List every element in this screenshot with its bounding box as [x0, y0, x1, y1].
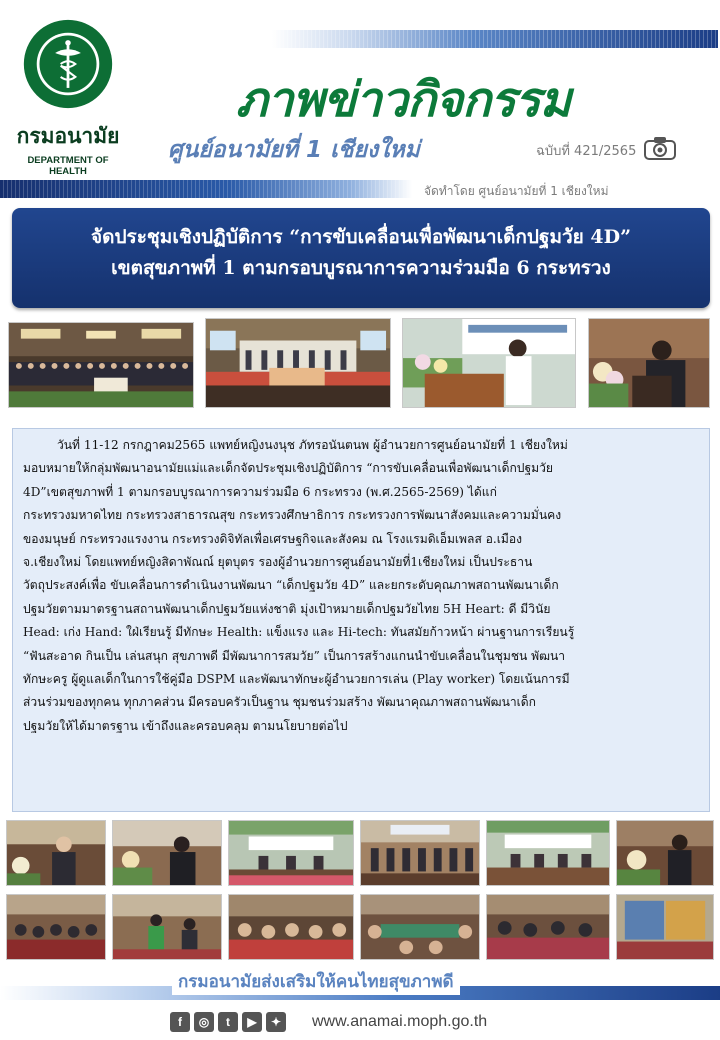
header-stripe-middle: [0, 180, 412, 198]
department-logo: [12, 18, 124, 177]
ministry-seal-icon: [22, 18, 114, 110]
line-icon[interactable]: ◎: [194, 1012, 214, 1032]
article-line: กระทรวงมหาดไทย กระทรวงสาธารณสุข กระทรวงศึกษาธิการ กระทรวงการพัฒนาสังคมและความมั่นคง: [23, 508, 562, 523]
photo-gallery-item: [112, 894, 222, 960]
twitter-icon[interactable]: t: [218, 1012, 238, 1032]
headline-line-2: เขตสุขภาพที่ 1 ตามกรอบบูรณาการความร่วมมือ 6 กระทรวง: [111, 257, 611, 279]
organizer-credit: จัดทำโดย ศูนย์อนามัยที่ 1 เชียงใหม่: [424, 184, 609, 198]
photo-stage-5h: [205, 318, 391, 408]
facebook-icon[interactable]: f: [170, 1012, 190, 1032]
article-line: ทักษะครู ผู้ดูแลเด็กในการใช้คู่มือ DSPM และพัฒนาทักษะผู้อำนวยการเล่น (Play worker) โดยเน้นการมี: [23, 672, 570, 687]
page-title: ภาพข่าวกิจกรรม: [236, 72, 571, 128]
photo-gallery-item: [616, 820, 714, 886]
article-line: “ฟันสะอาด กินเป็น เล่นสนุก สุขภาพดี มีพัฒนาการสมวัย” เป็นการสร้างแกนนำขับเคลื่อนในชุมชน พัฒนา: [23, 648, 566, 663]
photo-gallery-item: [486, 894, 610, 960]
article-line: มอบหมายให้กลุ่มพัฒนาอนามัยแม่และเด็กจัดประชุมเชิงปฏิบัติการ “การขับเคลื่อนเพื่อพัฒนาเด็กปฐมวัย: [23, 461, 553, 476]
photo-gallery-item: [112, 820, 222, 886]
department-name-english: DEPARTMENT OF HEALTH: [27, 155, 109, 177]
youtube-icon[interactable]: ▶: [242, 1012, 262, 1032]
article-line: Head: เก่ง Hand: ใฝ่เรียนรู้ มีทักษะ Health: แข็งแรง และ Hi-tech: ทันสมัยก้าวหน้า ผ่านฐานการเรียนรู้: [23, 625, 575, 640]
department-name-thai: กรมอนามัย: [16, 124, 120, 148]
article-line: จ.เชียงใหม่ โดยแพทย์หญิงสิดาพัณณ์ ยุตบุตร รองผู้อำนวยการศูนย์อนามัยที่1เชียงใหม่ เป็นประธาน: [23, 555, 533, 570]
article-line: ส่วนร่วมของทุกคน ทุกภาคส่วน มีครอบครัวเป็นฐาน ชุมชนร่วมสร้าง พัฒนาคุณภาพสถานพัฒนาเด็ก: [23, 695, 536, 710]
photo-group-audience: [8, 322, 194, 408]
photo-gallery-item: [228, 820, 354, 886]
article-line: วันที่ 11-12 กรกฎาคม2565 แพทย์หญิงนงนุช ภัทรอนันตนพ ผู้อำนวยการศูนย์อนามัยที่ 1 เชียงใหม่: [57, 438, 568, 452]
photo-gallery-item: [228, 894, 354, 960]
article-line: ปฐมวัยตามมาตรฐานสถานพัฒนาเด็กปฐมวัยแห่งชาติ มุ่งเป้าหมายเด็กปฐมวัยไทย 5H Heart: ดี มีวินัย: [23, 601, 551, 616]
article-line: ปฐมวัยให้ได้มาตรฐาน เข้าถึงและครอบคลุม ตามนโยบายต่อไป: [23, 718, 348, 733]
article-line: 4D”เขตสุขภาพที่ 1 ตามกรอบบูรณาการความร่วมมือ 6 กระทรวง (พ.ศ.2565-2569) ได้แก่: [23, 484, 497, 499]
photo-gallery-item: [616, 894, 714, 960]
photo-gallery-item: [360, 820, 480, 886]
photo-gallery-item: [6, 894, 106, 960]
camera-icon: [644, 136, 676, 160]
article-line: ของมนุษย์ กระทรวงแรงงาน กระทรวงดิจิทัลเพื่อเศรษฐกิจและสังคม ณ โรงแรมดิเอ็มเพลส อ.เมือง: [23, 531, 523, 546]
photo-speaker-podium: [402, 318, 576, 408]
photo-presenter: [588, 318, 710, 408]
issue-number: ฉบับที่ 421/2565: [536, 144, 637, 159]
center-name: ศูนย์อนามัยที่ 1 เชียงใหม่: [168, 137, 420, 163]
photo-gallery-item: [486, 820, 610, 886]
dribbble-icon[interactable]: ✦: [266, 1012, 286, 1032]
news-article: [12, 428, 710, 812]
footer-slogan: กรมอนามัยส่งเสริมให้คนไทยสุขภาพดี: [172, 968, 460, 995]
headline-line-1: จัดประชุมเชิงปฏิบัติการ “การขับเคลื่อนเพื่อพัฒนาเด็กปฐมวัย 4D”: [90, 226, 632, 248]
article-line: วัตถุประสงค์เพื่อ ขับเคลื่อนการดำเนินงานพัฒนา “เด็กปฐมวัย 4D” และยกระดับคุณภาพสถานพัฒนาเด็ก: [23, 578, 559, 593]
headline-banner: [12, 208, 710, 308]
social-links: [170, 1012, 286, 1032]
header-stripe-top: [272, 30, 718, 48]
photo-gallery-item: [6, 820, 106, 886]
photo-gallery-item: [360, 894, 480, 960]
website-link[interactable]: www.anamai.moph.go.th: [312, 1013, 488, 1030]
